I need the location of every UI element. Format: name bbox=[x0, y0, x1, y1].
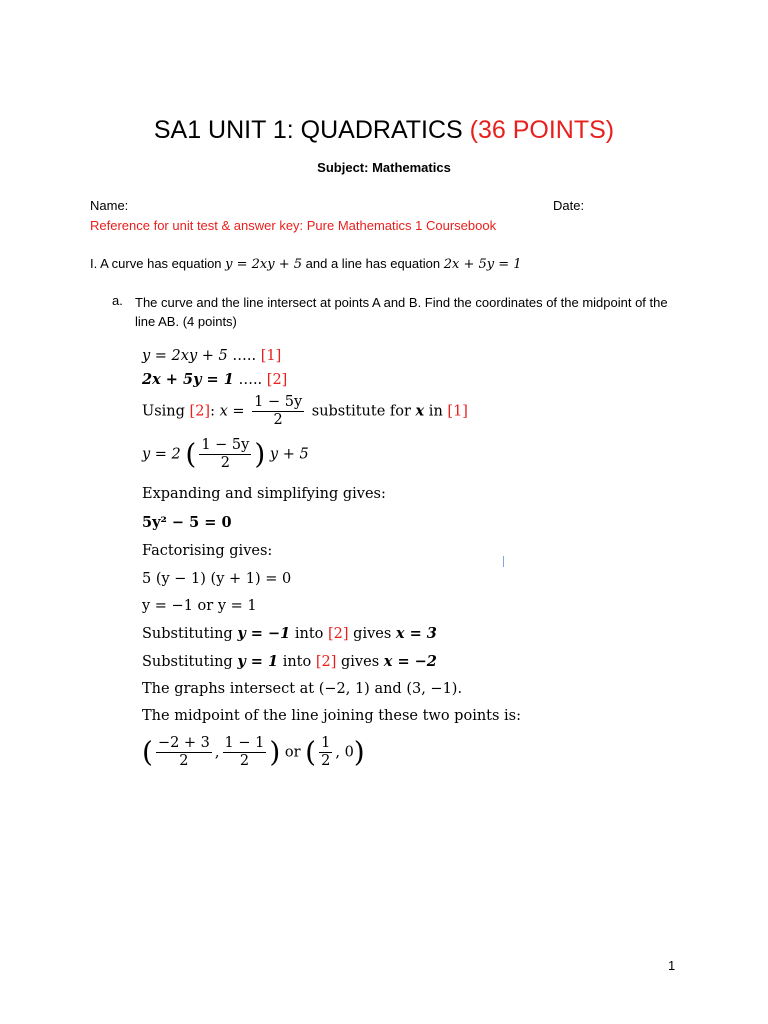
question-1-middle: and a line has equation bbox=[302, 256, 444, 271]
solution-line-4 bbox=[142, 437, 309, 472]
fraction-1-numerator: 1 − 5y bbox=[254, 394, 303, 410]
using-text: Using bbox=[142, 403, 190, 420]
solution-line-5: Expanding and simplifying gives: bbox=[142, 486, 386, 502]
paren-close-3: ) bbox=[353, 735, 365, 769]
curve-equation: y = 2xy + 5 bbox=[225, 257, 303, 272]
date-label: Date: bbox=[553, 198, 585, 213]
line-equation: 2x + 5y = 1 bbox=[443, 257, 522, 272]
solution-line-7: Factorising gives: bbox=[142, 543, 273, 559]
part-a-letter: a. bbox=[112, 293, 123, 308]
solution-line-9: y = −1 or y = 1 bbox=[142, 598, 257, 614]
in-ref: [1] bbox=[447, 403, 468, 420]
line4-rhs: y + 5 bbox=[269, 446, 309, 463]
fraction-5-numerator: 1 bbox=[321, 735, 331, 751]
fraction-2 bbox=[199, 437, 251, 472]
fraction-5 bbox=[319, 735, 332, 770]
x-equals: x = bbox=[219, 403, 250, 420]
subst-1-result: x = 3 bbox=[395, 625, 437, 642]
fraction-3-numerator: −2 + 3 bbox=[157, 735, 210, 751]
text-cursor bbox=[503, 556, 504, 567]
solution-line-2 bbox=[142, 371, 287, 388]
solution-line-13: The midpoint of the line joining these two points is: bbox=[142, 708, 522, 724]
question-1-prefix: I. A curve has equation bbox=[90, 256, 226, 271]
solution-dots-1: ….. bbox=[227, 348, 261, 364]
paren-close-2: ) bbox=[269, 735, 281, 769]
solution-ref-1: [1] bbox=[260, 348, 282, 364]
name-label: Name: bbox=[90, 198, 129, 213]
subject-heading: Subject: Mathematics bbox=[317, 160, 451, 175]
subst-2-eq: y = 1 bbox=[237, 653, 279, 670]
subst-2-into: into bbox=[278, 654, 316, 670]
using-ref: [2] bbox=[189, 403, 211, 420]
fraction-2-numerator: 1 − 5y bbox=[201, 437, 250, 453]
subst-2-ref: [2] bbox=[315, 654, 337, 670]
fraction-4-numerator: 1 − 1 bbox=[224, 735, 265, 751]
subst-1-ref: [2] bbox=[328, 626, 349, 642]
in-text: in bbox=[424, 403, 448, 420]
title-points: (36 POINTS) bbox=[469, 116, 615, 144]
solution-line-14: ( $\frac{-2 + 3}{2}$ , $\frac{1 - 1}{2}$ ) or ( $\frac{1}{2}$ , 0) bbox=[142, 735, 365, 769]
title-text: SA1 UNIT 1: QUADRATICS bbox=[153, 116, 470, 144]
solution-line-12: The graphs intersect at (−2, 1) and (3, −1). bbox=[142, 681, 463, 697]
using-colon: : bbox=[210, 403, 220, 420]
fraction-1-denominator: 2 bbox=[273, 412, 283, 428]
line4-lhs: y = 2 bbox=[142, 446, 181, 463]
solution-ref-2: [2] bbox=[266, 372, 288, 388]
reference-note: Reference for unit test & answer key: Pure Mathematics 1 Coursebook bbox=[90, 218, 497, 233]
solution-line-3 bbox=[142, 394, 468, 429]
paren-close: ) bbox=[254, 437, 266, 471]
fraction-1 bbox=[252, 394, 304, 429]
subst-1-text: Substituting bbox=[142, 626, 238, 642]
solution-line-8: 5 (y − 1) (y + 1) = 0 bbox=[142, 571, 292, 587]
subst-2-result: x = −2 bbox=[383, 653, 437, 670]
fraction-3-denominator: 2 bbox=[179, 753, 189, 769]
subst-2-gives: gives bbox=[336, 654, 384, 670]
solution-eq-1: y = 2xy + 5 bbox=[142, 348, 228, 364]
or-text: or bbox=[284, 744, 301, 761]
substitute-text: substitute for bbox=[307, 403, 416, 420]
zero-value: 0 bbox=[344, 744, 354, 761]
solution-line-10 bbox=[142, 625, 437, 642]
fraction-5-denominator: 2 bbox=[321, 753, 331, 769]
fraction-2-denominator: 2 bbox=[220, 455, 230, 471]
subst-1-into: into bbox=[290, 626, 329, 642]
paren-open: ( bbox=[185, 437, 197, 471]
paren-open-3: ( bbox=[305, 735, 317, 769]
page-number: 1 bbox=[668, 958, 676, 973]
question-1 bbox=[90, 256, 522, 272]
fraction-3 bbox=[156, 735, 212, 770]
fraction-4-denominator: 2 bbox=[239, 753, 250, 769]
subst-1-eq: y = −1 bbox=[237, 625, 291, 642]
subst-2-text: Substituting bbox=[142, 654, 238, 670]
solution-line-11 bbox=[142, 653, 437, 670]
substitute-var: x bbox=[415, 402, 425, 420]
page-title bbox=[0, 116, 768, 145]
fraction-4 bbox=[223, 735, 267, 770]
solution-line-6: 5y² − 5 = 0 bbox=[142, 514, 232, 531]
solution-dots-2: ….. bbox=[233, 372, 267, 388]
paren-open-2: ( bbox=[142, 735, 153, 769]
solution-eq-2: 2x + 5y = 1 bbox=[142, 371, 234, 388]
subst-1-gives: gives bbox=[348, 626, 396, 642]
part-a-text: The curve and the line intersect at points A and B. Find the coordinates of the midpoint of the line AB. (4 points) bbox=[135, 295, 668, 329]
solution-line-1 bbox=[142, 348, 281, 364]
